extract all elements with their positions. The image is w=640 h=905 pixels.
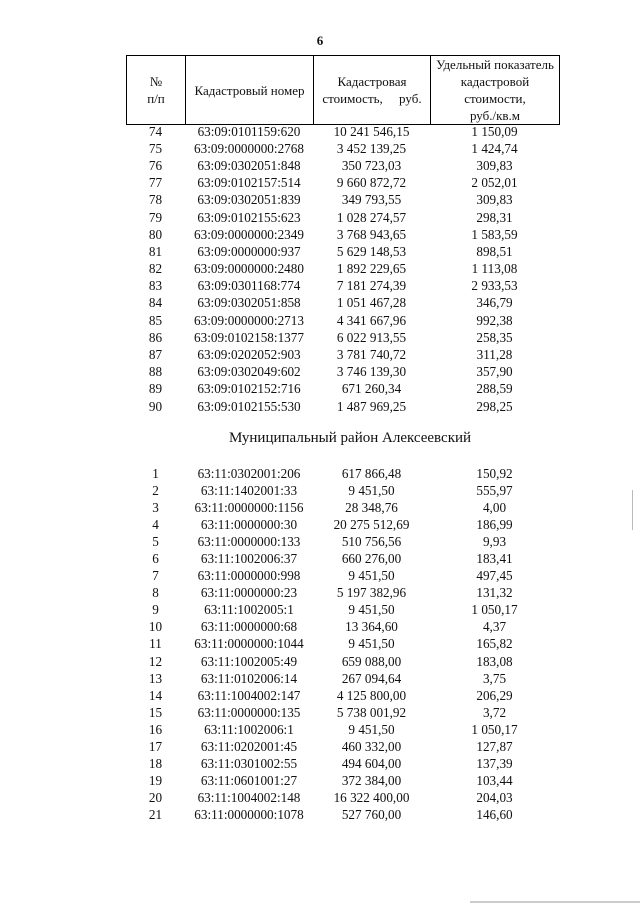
specific-indicator: 146,60 bbox=[476, 807, 513, 823]
cadastral-number: 63:09:0302051:839 bbox=[197, 192, 301, 208]
cadastral-number: 63:09:0101159:620 bbox=[197, 123, 301, 139]
table-row bbox=[126, 482, 559, 499]
cadastral-cost: 9 660 872,72 bbox=[336, 175, 407, 191]
row-number: 12 bbox=[148, 653, 163, 669]
cadastral-number: 63:09:0000000:2480 bbox=[194, 261, 304, 277]
specific-indicator: 183,41 bbox=[476, 551, 513, 567]
specific-indicator: 2 052,01 bbox=[471, 175, 518, 191]
cadastral-number: 63:09:0302051:858 bbox=[197, 295, 301, 311]
specific-indicator: 3,75 bbox=[482, 670, 507, 686]
cadastral-number: 63:09:0301168:774 bbox=[197, 278, 301, 294]
row-number: 84 bbox=[148, 295, 163, 311]
cadastral-number: 63:11:1002006:1 bbox=[204, 721, 294, 737]
cadastral-number: 63:11:0000000:1156 bbox=[194, 499, 304, 515]
table-row bbox=[126, 123, 559, 140]
cadastral-cost: 9 451,50 bbox=[348, 482, 395, 498]
table-row bbox=[126, 465, 559, 482]
table-row bbox=[126, 636, 559, 653]
cadastral-cost: 9 451,50 bbox=[348, 568, 395, 584]
row-number: 1 bbox=[152, 465, 159, 481]
specific-indicator: 1 113,08 bbox=[471, 261, 518, 277]
row-number: 14 bbox=[148, 687, 163, 703]
table-row bbox=[126, 602, 559, 619]
cadastral-cost: 527 760,00 bbox=[341, 807, 402, 823]
table-row bbox=[126, 346, 559, 363]
cadastral-number: 63:09:0102157:514 bbox=[197, 175, 301, 191]
header-cadastral-cost: Кадастровая стоимость, руб. bbox=[314, 56, 431, 125]
cadastral-cost: 4 341 667,96 bbox=[336, 312, 407, 328]
row-number: 88 bbox=[148, 364, 163, 380]
header-cadastral-number: Кадастровый номер bbox=[186, 56, 314, 125]
cadastral-cost: 267 094,64 bbox=[341, 670, 402, 686]
cadastral-number: 63:11:0000000:998 bbox=[197, 568, 301, 584]
specific-indicator: 357,90 bbox=[476, 364, 513, 380]
cadastral-number: 63:11:1402001:33 bbox=[200, 482, 298, 498]
cadastral-number: 63:11:1004002:147 bbox=[197, 687, 301, 703]
cadastral-cost: 1 892 229,65 bbox=[336, 261, 407, 277]
cadastral-cost: 4 125 800,00 bbox=[336, 687, 407, 703]
specific-indicator: 298,25 bbox=[476, 398, 513, 414]
table-row bbox=[126, 226, 559, 243]
specific-indicator: 186,99 bbox=[476, 516, 513, 532]
cadastral-number: 63:09:0000000:2349 bbox=[194, 226, 304, 242]
table-row bbox=[126, 278, 559, 295]
cadastral-number: 63:11:0302001:206 bbox=[197, 465, 301, 481]
cadastral-number: 63:11:1004002:148 bbox=[197, 790, 301, 806]
row-number: 75 bbox=[148, 140, 163, 156]
table-row bbox=[126, 261, 559, 278]
cadastral-cost: 1 028 274,57 bbox=[336, 209, 407, 225]
table-row bbox=[126, 157, 559, 174]
row-number: 83 bbox=[148, 278, 163, 294]
specific-indicator: 2 933,53 bbox=[471, 278, 518, 294]
cadastral-number: 63:09:0000000:2768 bbox=[194, 140, 304, 156]
table-row bbox=[126, 568, 559, 585]
row-number: 21 bbox=[148, 807, 163, 823]
table-row bbox=[126, 140, 559, 157]
table-row bbox=[126, 329, 559, 346]
cadastral-cost: 659 088,00 bbox=[341, 653, 402, 669]
cadastral-number: 63:11:0000000:1078 bbox=[194, 807, 304, 823]
specific-indicator: 298,31 bbox=[476, 209, 513, 225]
cadastral-number: 63:09:0202052:903 bbox=[197, 347, 301, 363]
cadastral-cost: 9 451,50 bbox=[348, 721, 395, 737]
row-number: 18 bbox=[148, 756, 163, 772]
specific-indicator: 4,37 bbox=[482, 619, 507, 635]
cadastral-number: 63:11:0000000:23 bbox=[200, 585, 298, 601]
specific-indicator: 137,39 bbox=[476, 756, 513, 772]
table-row bbox=[126, 516, 559, 533]
row-number: 4 bbox=[152, 516, 159, 532]
row-number: 6 bbox=[152, 551, 159, 567]
table-row bbox=[126, 499, 559, 516]
cadastral-number: 63:09:0000000:2713 bbox=[194, 312, 304, 328]
table-body-1 bbox=[126, 123, 559, 415]
row-number: 80 bbox=[148, 226, 163, 242]
row-number: 77 bbox=[148, 175, 163, 191]
cadastral-number: 63:09:0302049:602 bbox=[197, 364, 301, 380]
table-row bbox=[126, 192, 559, 209]
row-number: 82 bbox=[148, 261, 163, 277]
table-row bbox=[126, 670, 559, 687]
cadastral-cost: 9 451,50 bbox=[348, 636, 395, 652]
cadastral-number: 63:11:1002006:37 bbox=[200, 551, 298, 567]
table-row bbox=[126, 364, 559, 381]
cadastral-number: 63:09:0102152:716 bbox=[197, 381, 301, 397]
specific-indicator: 1 150,09 bbox=[471, 123, 518, 139]
cadastral-cost: 5 629 148,53 bbox=[336, 243, 407, 259]
cadastral-number: 63:11:0601001:27 bbox=[200, 773, 298, 789]
cadastral-cost: 350 723,03 bbox=[341, 157, 402, 173]
cadastral-number: 63:11:0000000:30 bbox=[200, 516, 298, 532]
row-number: 20 bbox=[148, 790, 163, 806]
row-number: 2 bbox=[152, 482, 159, 498]
cadastral-cost: 5 738 001,92 bbox=[336, 704, 407, 720]
table-row bbox=[126, 773, 559, 790]
specific-indicator: 497,45 bbox=[476, 568, 513, 584]
cadastral-number: 63:09:0102155:530 bbox=[197, 398, 301, 414]
cadastral-cost: 5 197 382,96 bbox=[336, 585, 407, 601]
specific-indicator: 165,82 bbox=[476, 636, 513, 652]
row-number: 9 bbox=[152, 602, 159, 618]
specific-indicator: 309,83 bbox=[476, 157, 513, 173]
table-row bbox=[126, 687, 559, 704]
row-number: 74 bbox=[148, 123, 163, 139]
table-row bbox=[126, 295, 559, 312]
table-row bbox=[126, 807, 559, 824]
specific-indicator: 1 583,59 bbox=[471, 226, 518, 242]
row-number: 5 bbox=[152, 533, 159, 549]
table-header bbox=[126, 55, 560, 125]
header-specific-indicator: Удельный показатель кадастровой стоимости, руб./кв.м bbox=[431, 56, 560, 125]
cadastral-cost: 10 241 546,15 bbox=[333, 123, 410, 139]
table-row bbox=[126, 790, 559, 807]
cadastral-number: 63:09:0102155:623 bbox=[197, 209, 301, 225]
specific-indicator: 183,08 bbox=[476, 653, 513, 669]
specific-indicator: 1 050,17 bbox=[471, 602, 518, 618]
row-number: 15 bbox=[148, 704, 163, 720]
page-number: 6 bbox=[316, 33, 324, 48]
row-number: 11 bbox=[149, 636, 162, 652]
header-num: № п/п bbox=[127, 56, 186, 125]
cadastral-number: 63:11:0202001:45 bbox=[200, 739, 298, 755]
table-row bbox=[126, 756, 559, 773]
cadastral-cost: 9 451,50 bbox=[348, 602, 395, 618]
cadastral-cost: 3 768 943,65 bbox=[336, 226, 407, 242]
row-number: 85 bbox=[148, 312, 163, 328]
row-number: 81 bbox=[148, 243, 163, 259]
row-number: 7 bbox=[152, 568, 159, 584]
cadastral-number: 63:11:0000000:133 bbox=[197, 533, 301, 549]
row-number: 90 bbox=[148, 398, 163, 414]
table-row bbox=[126, 721, 559, 738]
row-number: 13 bbox=[148, 670, 163, 686]
row-number: 10 bbox=[148, 619, 163, 635]
specific-indicator: 258,35 bbox=[476, 329, 513, 345]
cadastral-cost: 510 756,56 bbox=[341, 533, 402, 549]
cadastral-number: 63:09:0102158:1377 bbox=[194, 329, 304, 345]
row-number: 78 bbox=[148, 192, 163, 208]
cadastral-cost: 7 181 274,39 bbox=[336, 278, 407, 294]
table-row bbox=[126, 739, 559, 756]
cadastral-cost: 460 332,00 bbox=[341, 739, 402, 755]
row-number: 86 bbox=[148, 329, 163, 345]
specific-indicator: 1 424,74 bbox=[471, 140, 518, 156]
cadastral-cost: 3 746 139,30 bbox=[336, 364, 407, 380]
cadastral-cost: 20 275 512,69 bbox=[333, 516, 410, 532]
table-row bbox=[126, 585, 559, 602]
row-number: 76 bbox=[148, 157, 163, 173]
cadastral-number: 63:11:0000000:68 bbox=[200, 619, 298, 635]
scan-edge bbox=[470, 901, 640, 903]
table-row bbox=[126, 381, 559, 398]
table-row bbox=[126, 533, 559, 550]
specific-indicator: 555,97 bbox=[476, 482, 513, 498]
table-row bbox=[126, 653, 559, 670]
specific-indicator: 204,03 bbox=[476, 790, 513, 806]
specific-indicator: 346,79 bbox=[476, 295, 513, 311]
table-row bbox=[126, 398, 559, 415]
specific-indicator: 311,28 bbox=[476, 347, 513, 363]
cadastral-cost: 617 866,48 bbox=[341, 465, 402, 481]
cadastral-number: 63:11:0000000:1044 bbox=[194, 636, 304, 652]
specific-indicator: 288,59 bbox=[476, 381, 513, 397]
cadastral-cost: 28 348,76 bbox=[345, 499, 398, 515]
cadastral-cost: 13 364,60 bbox=[345, 619, 398, 635]
table-row bbox=[126, 704, 559, 721]
row-number: 79 bbox=[148, 209, 163, 225]
specific-indicator: 898,51 bbox=[476, 243, 513, 259]
table-row bbox=[126, 243, 559, 260]
specific-indicator: 103,44 bbox=[476, 773, 513, 789]
cadastral-cost: 372 384,00 bbox=[341, 773, 402, 789]
cadastral-number: 63:09:0302051:848 bbox=[197, 157, 301, 173]
cadastral-cost: 671 260,34 bbox=[341, 381, 402, 397]
cadastral-cost: 6 022 913,55 bbox=[336, 329, 407, 345]
cadastral-number: 63:09:0000000:937 bbox=[197, 243, 301, 259]
cadastral-number: 63:11:1002005:49 bbox=[200, 653, 298, 669]
specific-indicator: 3,72 bbox=[482, 704, 507, 720]
specific-indicator: 150,92 bbox=[476, 465, 513, 481]
table-row bbox=[126, 175, 559, 192]
section-title: Муниципальный район Алексеевский bbox=[228, 430, 472, 446]
table-body-2 bbox=[126, 465, 559, 824]
cadastral-number: 63:11:0102006:14 bbox=[200, 670, 298, 686]
row-number: 89 bbox=[148, 381, 163, 397]
cadastral-cost: 3 781 740,72 bbox=[336, 347, 407, 363]
cadastral-number: 63:11:0301002:55 bbox=[200, 756, 298, 772]
row-number: 19 bbox=[148, 773, 163, 789]
specific-indicator: 9,93 bbox=[482, 533, 507, 549]
table-row bbox=[126, 312, 559, 329]
table-row bbox=[126, 209, 559, 226]
cadastral-number: 63:11:0000000:135 bbox=[197, 704, 301, 720]
row-number: 3 bbox=[152, 499, 159, 515]
cadastral-cost: 494 604,00 bbox=[341, 756, 402, 772]
cadastral-cost: 1 487 969,25 bbox=[336, 398, 407, 414]
cadastral-cost: 660 276,00 bbox=[341, 551, 402, 567]
specific-indicator: 992,38 bbox=[476, 312, 513, 328]
row-number: 16 bbox=[148, 721, 163, 737]
cadastral-cost: 1 051 467,28 bbox=[336, 295, 407, 311]
specific-indicator: 4,00 bbox=[482, 499, 507, 515]
table-row bbox=[126, 619, 559, 636]
row-number: 87 bbox=[148, 347, 163, 363]
specific-indicator: 206,29 bbox=[476, 687, 513, 703]
specific-indicator: 1 050,17 bbox=[471, 721, 518, 737]
cadastral-number: 63:11:1002005:1 bbox=[204, 602, 294, 618]
specific-indicator: 131,32 bbox=[476, 585, 513, 601]
scan-artifact bbox=[632, 490, 633, 530]
specific-indicator: 309,83 bbox=[476, 192, 513, 208]
row-number: 17 bbox=[148, 739, 163, 755]
cadastral-cost: 3 452 139,25 bbox=[336, 140, 407, 156]
cadastral-cost: 16 322 400,00 bbox=[333, 790, 410, 806]
specific-indicator: 127,87 bbox=[476, 739, 513, 755]
cadastral-cost: 349 793,55 bbox=[341, 192, 402, 208]
table-row bbox=[126, 550, 559, 567]
row-number: 8 bbox=[152, 585, 159, 601]
